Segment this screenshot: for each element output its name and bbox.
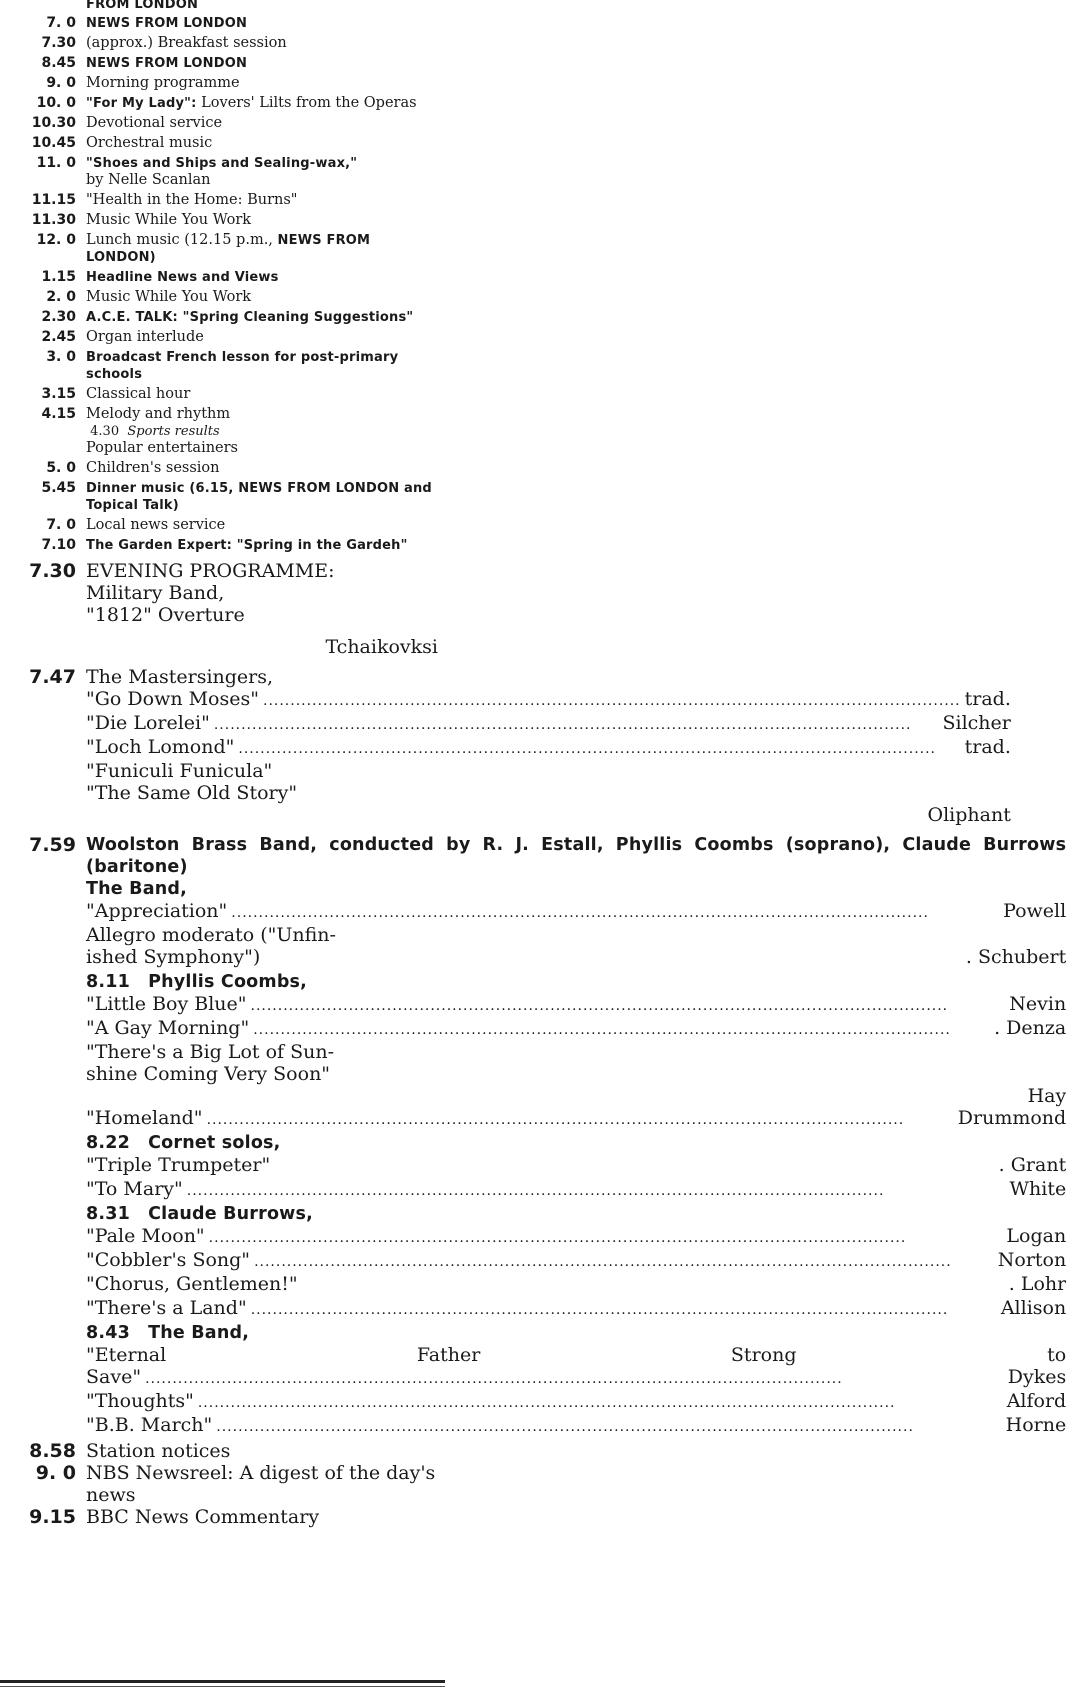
- entry-text: Organ interlude: [86, 329, 204, 345]
- item-line: "Chorus, Gentlemen!" . Lohr: [86, 1273, 1066, 1295]
- entry-time: 7. 0: [46, 15, 76, 31]
- bottom-rule-thin: [0, 1686, 445, 1687]
- tail-row: [6, 1462, 438, 1506]
- eternal-line1: "Eternal Father Strong to: [86, 1344, 1066, 1366]
- entry-text: (approx.) Breakfast session: [86, 35, 287, 51]
- mastersingers-line5: "Funiculi Funicula": [86, 760, 273, 782]
- sub-time: 4.30: [90, 424, 120, 439]
- entry-row: [6, 460, 438, 477]
- item-line: "To Mary" ..... White: [86, 1178, 1066, 1202]
- big-line1: "There's a Big Lot of Sun-: [86, 1041, 334, 1063]
- entry-row: [6, 480, 438, 514]
- entry-time: 5.45: [41, 480, 76, 496]
- entry-time: 7.10: [41, 537, 76, 553]
- entry-text: by Nelle Scanlan: [86, 172, 211, 188]
- tail-row: [6, 1440, 438, 1462]
- tail-row: [6, 1506, 438, 1528]
- item-line: "There's a Land" ..... Allison: [86, 1297, 1066, 1321]
- tail-time: 8.58: [29, 1440, 76, 1462]
- entry-bold: The Garden Expert: "Spring in the Gardeh": [86, 538, 408, 553]
- item-line: "Go Down Moses" ..... trad.: [86, 688, 1011, 712]
- entry-bold: Broadcast French lesson for post-primary schools: [86, 350, 399, 382]
- item-line: "Triple Trumpeter" . Grant: [86, 1154, 1066, 1176]
- tail-text: Station notices: [86, 1440, 231, 1462]
- evening-heading: EVENING PROGRAMME:: [86, 560, 335, 582]
- item-line: "B.B. March" ..... Horne: [86, 1414, 1066, 1438]
- entry-row: [6, 517, 438, 534]
- mastersingers-line6: "The Same Old Story": [86, 782, 298, 804]
- tail-text: NBS Newsreel: A digest of the day's news: [86, 1462, 436, 1506]
- tail-time: 9. 0: [35, 1462, 76, 1484]
- entry-text: "Health in the Home: Burns": [86, 192, 298, 208]
- entry-row: [6, 95, 438, 112]
- woolston-row: [6, 834, 1066, 1438]
- entry-time: 4.15: [41, 406, 76, 422]
- programme-column: [6, 0, 1066, 1528]
- item-line: "Appreciation" ..... Powell: [86, 900, 1066, 924]
- entry-row: [6, 386, 438, 403]
- item-line: "Pale Moon" ..... Logan: [86, 1225, 1066, 1249]
- entry-row: [6, 269, 438, 286]
- entry-time: 3.15: [41, 386, 76, 402]
- entry-time: 2.45: [41, 329, 76, 345]
- item-line: "Thoughts" ..... Alford: [86, 1390, 1066, 1414]
- entry-row: [6, 55, 438, 72]
- section-811: 8.11 Phyllis Coombs,: [86, 972, 308, 992]
- section-822: 8.22 Cornet solos,: [86, 1133, 281, 1153]
- item-line: "Cobbler's Song" ..... Norton: [86, 1249, 1066, 1273]
- entry-time: 8.45: [41, 55, 76, 71]
- entry-bold: A.C.E. TALK: "Spring Cleaning Suggestions": [86, 310, 414, 325]
- evening-time: 7.30: [29, 560, 76, 582]
- entry-row: [6, 309, 438, 326]
- entry-row: [6, 155, 438, 189]
- entry-bold: Dinner music (6.15, NEWS FROM LONDON and Topical Talk): [86, 481, 432, 513]
- evening-composer: Tchaikovksi: [325, 636, 438, 658]
- entry-time: 7. 0: [46, 517, 76, 533]
- entry-bold: NEWS FROM LONDON): [86, 233, 371, 265]
- tail-time: 9.15: [29, 1506, 76, 1528]
- entry-row: [6, 75, 438, 92]
- entry-bold: "Shoes and Ships and Sealing-wax,": [86, 156, 358, 171]
- entry-text: NEWS FROM LONDON: [86, 16, 248, 31]
- entry-row: [6, 192, 438, 209]
- item-line: "Loch Lomond" ..... trad.: [86, 736, 1011, 760]
- item-line: "Little Boy Blue" ..... Nevin: [86, 993, 1066, 1017]
- tail-text: BBC News Commentary: [86, 1506, 320, 1528]
- entry-text: Children's session: [86, 460, 220, 476]
- item-line: ished Symphony") . Schubert: [86, 946, 1066, 968]
- entry-text: Morning programme: [86, 75, 240, 91]
- entry-row: [6, 289, 438, 306]
- mastersingers-composer6: Oliphant: [927, 804, 1011, 826]
- woolston-band: The Band,: [86, 879, 187, 899]
- item-line: "Die Lorelei" ..... Silcher: [86, 712, 1011, 736]
- evening-line2: "1812" Overture: [86, 604, 245, 626]
- entry-time: 5. 0: [46, 460, 76, 476]
- entry-row: [6, 212, 438, 229]
- entry-row: [6, 232, 438, 266]
- entry-time: 2. 0: [46, 289, 76, 305]
- entry-row: [6, 329, 438, 346]
- sub-text: Sports results: [127, 424, 220, 439]
- entry-text: Orchestral music: [86, 135, 213, 151]
- entry-text: NEWS FROM LONDON: [86, 56, 248, 71]
- entry-text: Melody and rhythm: [86, 406, 231, 422]
- item-line: Save" ..... Dykes: [86, 1366, 1066, 1390]
- entry-time: 11.15: [31, 192, 76, 208]
- mastersingers-line1: The Mastersingers,: [86, 666, 274, 688]
- entry-row: [6, 349, 438, 383]
- entry-text: Classical hour: [86, 386, 191, 402]
- entry-bold: Headline News and Views: [86, 270, 279, 285]
- allegro-line1: Allegro moderato ("Unfin-: [86, 924, 336, 946]
- big-line2: shine Coming Very Soon": [86, 1063, 331, 1085]
- entry-time: 7.30: [41, 35, 76, 51]
- entry-row: [6, 406, 438, 457]
- entry-time: 1.15: [41, 269, 76, 285]
- entry-time: 3. 0: [46, 349, 76, 365]
- section-831: 8.31 Claude Burrows,: [86, 1204, 314, 1224]
- entry-time: 11.30: [31, 212, 76, 228]
- entry-text: Music While You Work: [86, 289, 252, 305]
- entry-time: 9. 0: [46, 75, 76, 91]
- entry-time: 10.45: [31, 135, 76, 151]
- entry-time: 11. 0: [36, 155, 76, 171]
- evening-line1: Military Band,: [86, 582, 225, 604]
- item-line: "A Gay Morning" ..... . Denza: [86, 1017, 1066, 1041]
- mastersingers-time: 7.47: [29, 666, 76, 688]
- item-line: "Homeland" ..... Drummond: [86, 1107, 1066, 1131]
- bottom-rule: [0, 1680, 445, 1683]
- entry-text: Local news service: [86, 517, 226, 533]
- entry-bold: "For My Lady":: [86, 96, 197, 111]
- entry-text: Lovers' Lilts from the Operas: [196, 95, 417, 111]
- entry-row: [6, 115, 438, 132]
- header-text: FROM LONDON: [86, 0, 199, 12]
- woolston-time: 7.59: [29, 834, 76, 856]
- entry-time: 10. 0: [36, 95, 76, 111]
- evening-row: [6, 560, 438, 658]
- entry-time: 2.30: [41, 309, 76, 325]
- entry-text: Devotional service: [86, 115, 223, 131]
- entry-row: [6, 537, 438, 554]
- entry-time: 10.30: [31, 115, 76, 131]
- entry-row: [6, 135, 438, 152]
- entry-row: [6, 35, 438, 52]
- section-843: 8.43 The Band,: [86, 1323, 250, 1343]
- woolston-intro: Woolston Brass Band, conducted by R. J. Estall, Phyllis Coombs (soprano), Claude Burrows (baritone): [86, 835, 1066, 877]
- entry-row: [6, 15, 438, 32]
- entry-text: Music While You Work: [86, 212, 252, 228]
- entry-time: 12. 0: [36, 232, 76, 248]
- header-row: [6, 0, 438, 13]
- entry-text-2: Popular entertainers: [86, 440, 239, 456]
- mastersingers-row: [6, 666, 1011, 826]
- hay-composer: Hay: [1027, 1085, 1066, 1107]
- entry-text: Lunch music (12.15 p.m.,: [86, 232, 273, 248]
